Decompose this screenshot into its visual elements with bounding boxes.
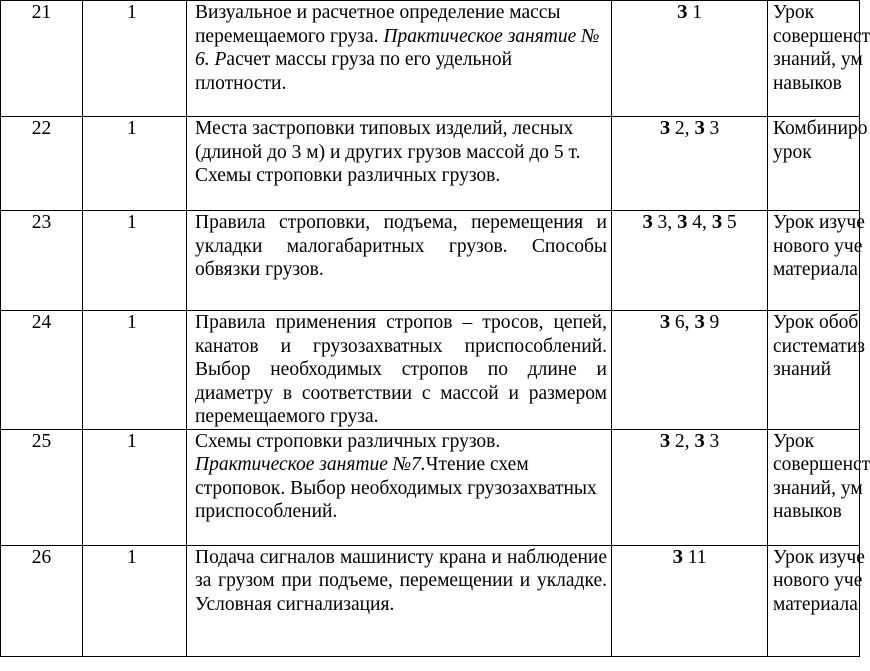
lesson-type-line: знаний, ум	[773, 477, 863, 499]
lesson-type-line: нового уче	[773, 570, 863, 591]
lesson-type-cell	[768, 545, 865, 656]
lesson-type-line: Урок изуче	[773, 546, 865, 568]
topic-cell	[187, 1, 612, 117]
table-row	[1, 311, 860, 430]
topic-text: Правила строповки, подъема, перемещения и укладки малогабаритных грузов. Способы обвязки грузов.	[195, 212, 607, 280]
table-body	[1, 1, 870, 657]
topic-text: Визуальное и расчетное определение массы перемещаемого груза.	[195, 2, 561, 47]
table-row	[1, 429, 860, 545]
lesson-type-line: нового уче	[773, 235, 863, 257]
code-letter: З	[711, 212, 722, 233]
code-number: 4,	[687, 212, 712, 233]
table-row	[1, 211, 860, 311]
lesson-type-cell	[768, 117, 868, 211]
lesson-number-cell: 25	[1, 429, 83, 545]
lesson-number-cell: 23	[1, 211, 83, 311]
competence-codes-cell	[612, 117, 768, 211]
code-letter: З	[642, 212, 653, 233]
competence-codes-cell	[612, 1, 768, 117]
topic-cell	[187, 311, 612, 430]
lesson-type-line: знаний	[773, 359, 832, 380]
lesson-type-cell	[768, 1, 870, 117]
lesson-number-cell: 26	[1, 545, 83, 656]
lesson-type-cell	[768, 211, 865, 311]
lesson-type-cell	[768, 429, 870, 545]
topic-text: Чтение схем строповок. Выбор необходимых грузозахватных приспособлений.	[195, 454, 597, 522]
lesson-number-cell: 22	[1, 117, 83, 211]
lesson-type-line: Комбиниро	[773, 118, 868, 139]
code-letter: З	[677, 2, 688, 23]
topic-text: Правила применения стропов – тросов, цепей, канатов и грузозахватных приспособлений. Выбор необходимых стропов по длине и диаметру в соответствии с массой и размером перемещаемого груза.	[195, 312, 607, 427]
topic-cell	[187, 429, 612, 545]
competence-codes-cell	[612, 211, 768, 311]
code-number: 3	[704, 118, 720, 139]
table-row	[1, 1, 860, 117]
code-number: 1	[687, 2, 702, 23]
topic-text: Подача сигналов машинисту крана и наблюдение за грузом при подъеме, перемещении и укладке. Условная сигнализация.	[195, 546, 607, 615]
topic-cell	[187, 117, 612, 211]
topic-text: асчет массы груза по его удельной плотности.	[195, 49, 513, 94]
code-number: 3,	[652, 212, 678, 233]
code-letter: З	[677, 212, 688, 233]
competence-codes-cell	[612, 429, 768, 545]
lesson-type-line: навыков	[773, 72, 842, 94]
lesson-type-line: материала	[773, 593, 858, 615]
topic-cell	[187, 211, 612, 311]
hours-cell: 1	[83, 429, 187, 545]
lesson-type-line: Урок обоб	[773, 312, 859, 333]
table-row	[1, 117, 860, 211]
table-row	[1, 545, 860, 656]
lesson-type-line: навыков	[773, 501, 842, 522]
competence-codes-cell	[612, 311, 768, 430]
code-letter: З	[659, 312, 670, 333]
hours-cell: 1	[83, 545, 187, 656]
code-number: 2,	[670, 430, 695, 452]
lesson-type-line: Урок изуче	[773, 212, 865, 233]
lesson-type-line: знаний, ум	[773, 49, 863, 70]
lesson-type-line: Урок	[773, 430, 815, 452]
code-letter: З	[694, 430, 705, 452]
hours-cell: 1	[83, 311, 187, 430]
lesson-type-line: материала	[773, 259, 858, 280]
lesson-type-line: урок	[773, 141, 812, 163]
code-letter: З	[694, 312, 705, 333]
lesson-number-cell: 21	[1, 1, 83, 117]
hours-cell: 1	[83, 1, 187, 117]
topic-text: Схемы строповки различных грузов.	[195, 430, 501, 452]
topic-cell	[187, 545, 612, 656]
code-letter: З	[659, 430, 670, 452]
topic-practical-label: Практическое занятие №7.	[195, 454, 426, 475]
code-number: 3	[704, 430, 720, 452]
lesson-number-cell: 24	[1, 311, 83, 430]
code-number: 6,	[670, 312, 695, 333]
lesson-type-line: совершенст	[773, 454, 870, 475]
topic-text: Места застроповки типовых изделий, лесных (длиной до 3 м) и других грузов массой до 5 т. Схемы строповки различных грузов.	[195, 118, 581, 186]
competence-codes-cell	[612, 545, 768, 656]
hours-cell: 1	[83, 117, 187, 211]
code-letter: З	[694, 118, 705, 139]
code-number: 11	[682, 546, 707, 568]
lesson-type-line: систематиз	[773, 335, 865, 357]
lesson-type-cell	[768, 311, 865, 430]
code-letter: З	[672, 546, 683, 568]
code-number: 5	[722, 212, 737, 233]
topic-practical-label: Практическое занятие № 6. Р	[195, 25, 600, 70]
code-number: 9	[704, 312, 720, 333]
code-letter: З	[659, 118, 670, 139]
hours-cell: 1	[83, 211, 187, 311]
lesson-type-line: Урок	[773, 2, 815, 23]
code-number: 2,	[670, 118, 695, 139]
lesson-type-line: совершенст	[773, 25, 870, 47]
